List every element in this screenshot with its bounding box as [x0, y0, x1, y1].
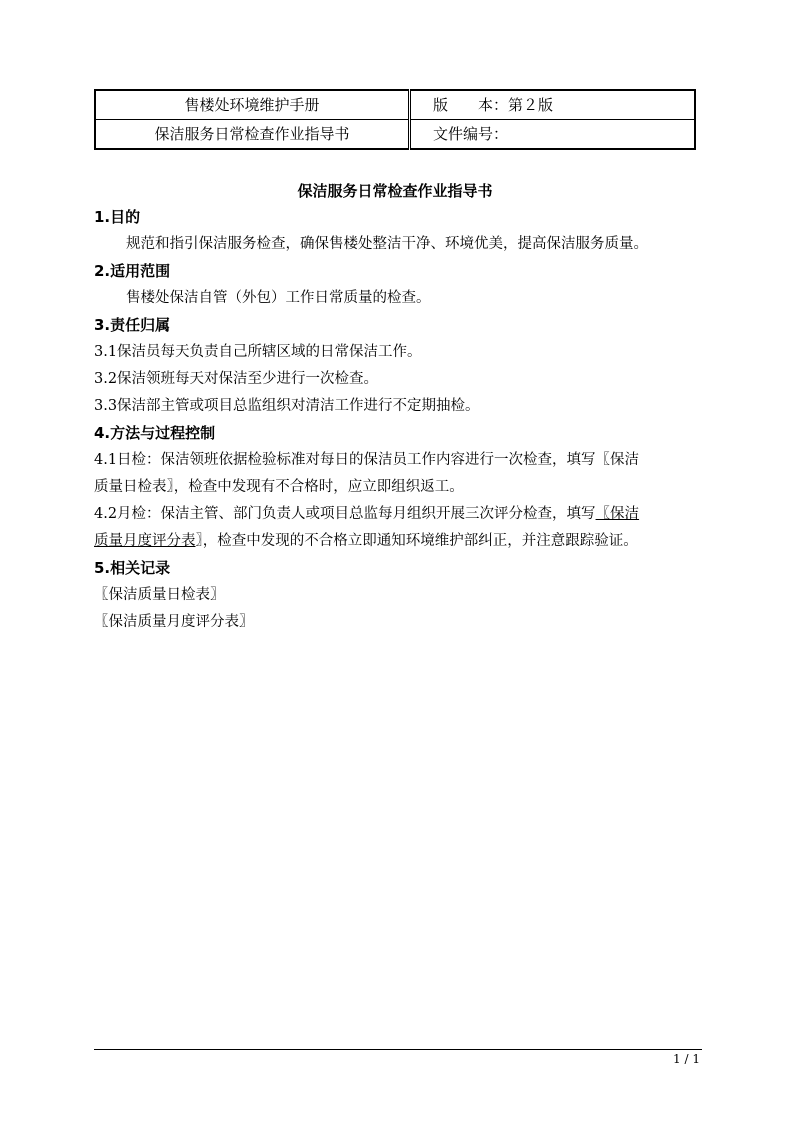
section-heading-scope: 2.适用范围 — [94, 262, 171, 280]
monthly-check-line-2 — [94, 528, 704, 555]
version-label: 版 本：第２版 — [410, 90, 696, 120]
section-heading-purpose: 1.目的 — [94, 208, 141, 226]
section-heading-records: 5.相关记录 — [94, 559, 171, 577]
header-row — [95, 120, 695, 150]
section-heading-method: 4.方法与过程控制 — [94, 424, 216, 442]
footer-divider — [94, 1049, 702, 1050]
file-number-label: 文件编号： — [410, 120, 696, 150]
section-body-scope: 售楼处保洁自管（外包）工作日常质量的检查。 — [126, 290, 431, 306]
responsibility-item: 3.3保洁部主管或项目总监组织对清洁工作进行不定期抽检。 — [94, 398, 480, 414]
manual-name: 售楼处环境维护手册 — [95, 90, 410, 120]
header-table — [94, 89, 696, 150]
page-number: 1 / 1 — [673, 1052, 700, 1066]
doc-name: 保洁服务日常检查作业指导书 — [95, 120, 410, 150]
document-body — [94, 204, 704, 636]
daily-check-line-1: 4.1日检：保洁领班依据检验标准对每日的保洁员工作内容进行一次检查，填写〖保洁 — [94, 452, 640, 468]
monthly-check-line-1 — [94, 501, 704, 528]
monthly-check-text: 〗，检查中发现的不合格立即通知环境维护部纠正，并注意跟踪验证。 — [195, 533, 638, 549]
responsibility-item: 3.1保洁员每天负责自己所辖区域的日常保洁工作。 — [94, 344, 422, 360]
section-body-purpose: 规范和指引保洁服务检查，确保售楼处整洁干净、环境优美，提高保洁服务质量。 — [126, 236, 648, 252]
record-item: 〖保洁质量日检表〗 — [94, 587, 225, 603]
section-heading-responsibility: 3.责任归属 — [94, 316, 171, 334]
monthly-check-text: 4.2月检：保洁主管、部门负责人或项目总监每月组织开展三次评分检查，填写 — [94, 506, 596, 522]
monthly-form-ref-start: 〖保洁 — [595, 506, 640, 522]
record-item: 〖保洁质量月度评分表〗 — [94, 614, 254, 630]
responsibility-item: 3.2保洁领班每天对保洁至少进行一次检查。 — [94, 371, 379, 387]
monthly-form-ref-end: 质量月度评分表 — [94, 533, 196, 549]
document-title: 保洁服务日常检查作业指导书 — [297, 182, 493, 200]
daily-check-line-2: 质量日检表〗，检查中发现有不合格时，应立即组织返工。 — [94, 479, 464, 495]
header-row — [95, 90, 695, 120]
